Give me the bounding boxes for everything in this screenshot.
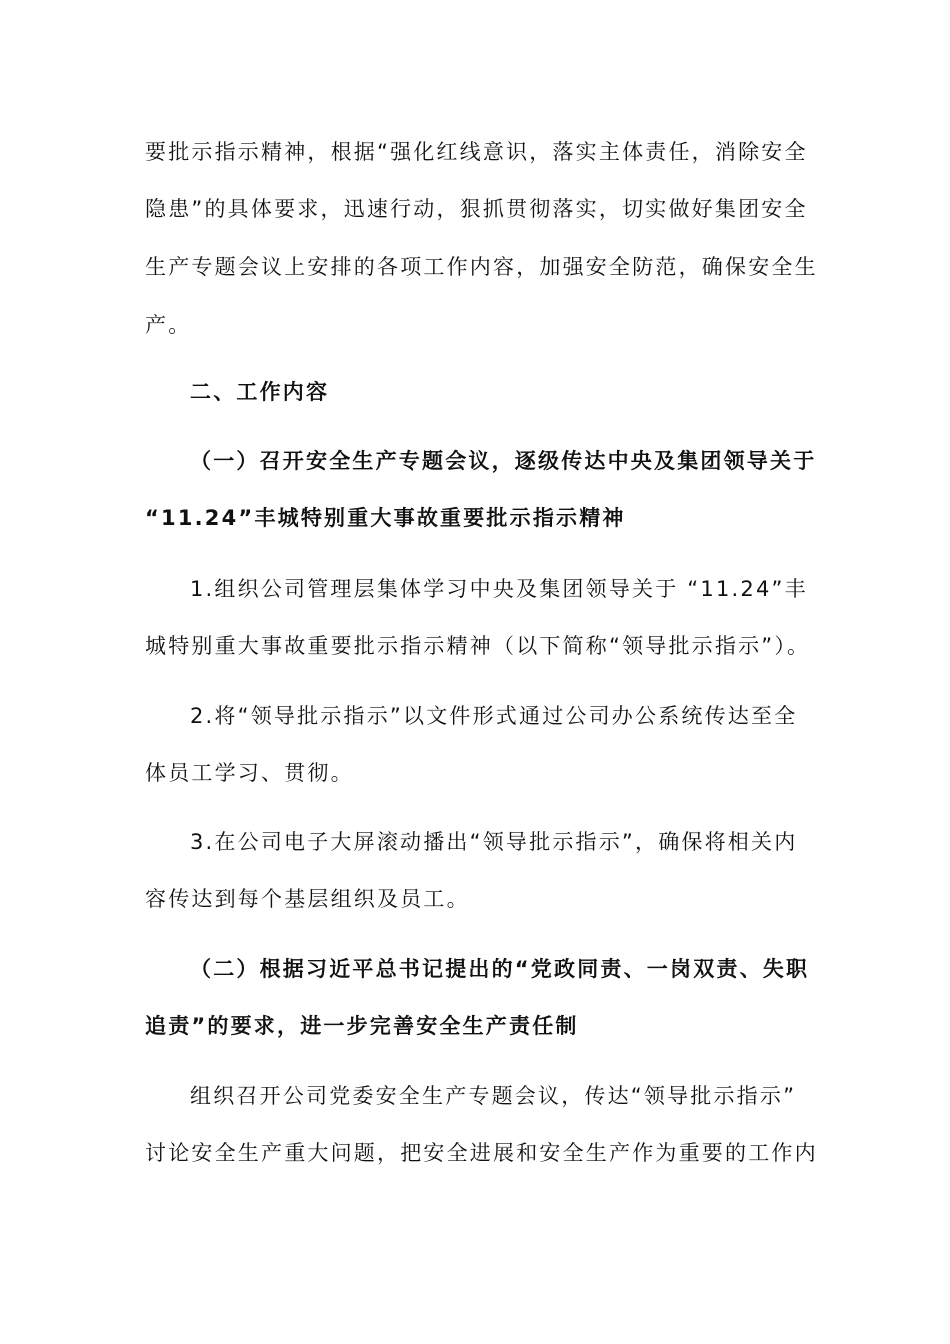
item-3-line-1: 3.在公司电子大屏滚动播出“领导批示指示”，确保将相关内 [190, 830, 798, 854]
section-two-heading: 二、工作内容 [190, 380, 330, 404]
item-1-line-1: 1.组织公司管理层集体学习中央及集团领导关于 “11.24”丰 [190, 577, 808, 601]
subsection-one-heading-line-1: （一）召开安全生产专题会议，逐级传达中央及集团领导关于 [190, 449, 817, 473]
subsection-two-heading-line-1: （二）根据习近平总书记提出的“党政同责、一岗双责、失职 [190, 957, 810, 981]
subsection-two-heading-line-2: 追责”的要求，进一步完善安全生产责任制 [145, 1014, 579, 1038]
closing-paragraph-line-2: 讨论安全生产重大问题，把安全进展和安全生产作为重要的工作内 [145, 1141, 818, 1165]
item-2-line-2: 体员工学习、贯彻。 [145, 761, 354, 785]
subsection-one-heading-line-2: “11.24”丰城特别重大事故重要批示指示精神 [145, 506, 626, 530]
intro-paragraph-line-4: 产。 [145, 313, 192, 337]
closing-paragraph-line-1: 组织召开公司党委安全生产专题会议，传达“领导批示指示” [190, 1084, 797, 1108]
item-1-line-2: 城特别重大事故重要批示指示精神（以下简称“领导批示指示”）。 [145, 634, 811, 658]
intro-paragraph-line-3: 生产专题会议上安排的各项工作内容，加强安全防范，确保安全生 [145, 255, 818, 279]
item-3-line-2: 容传达到每个基层组织及员工。 [145, 887, 470, 911]
intro-paragraph-line-1: 要批示指示精神，根据“强化红线意识，落实主体责任，消除安全 [145, 140, 808, 164]
intro-paragraph-line-2: 隐患”的具体要求，迅速行动，狠抓贯彻落实，切实做好集团安全 [145, 197, 808, 221]
item-2-line-1: 2.将“领导批示指示”以文件形式通过公司办公系统传达至全 [190, 704, 798, 728]
